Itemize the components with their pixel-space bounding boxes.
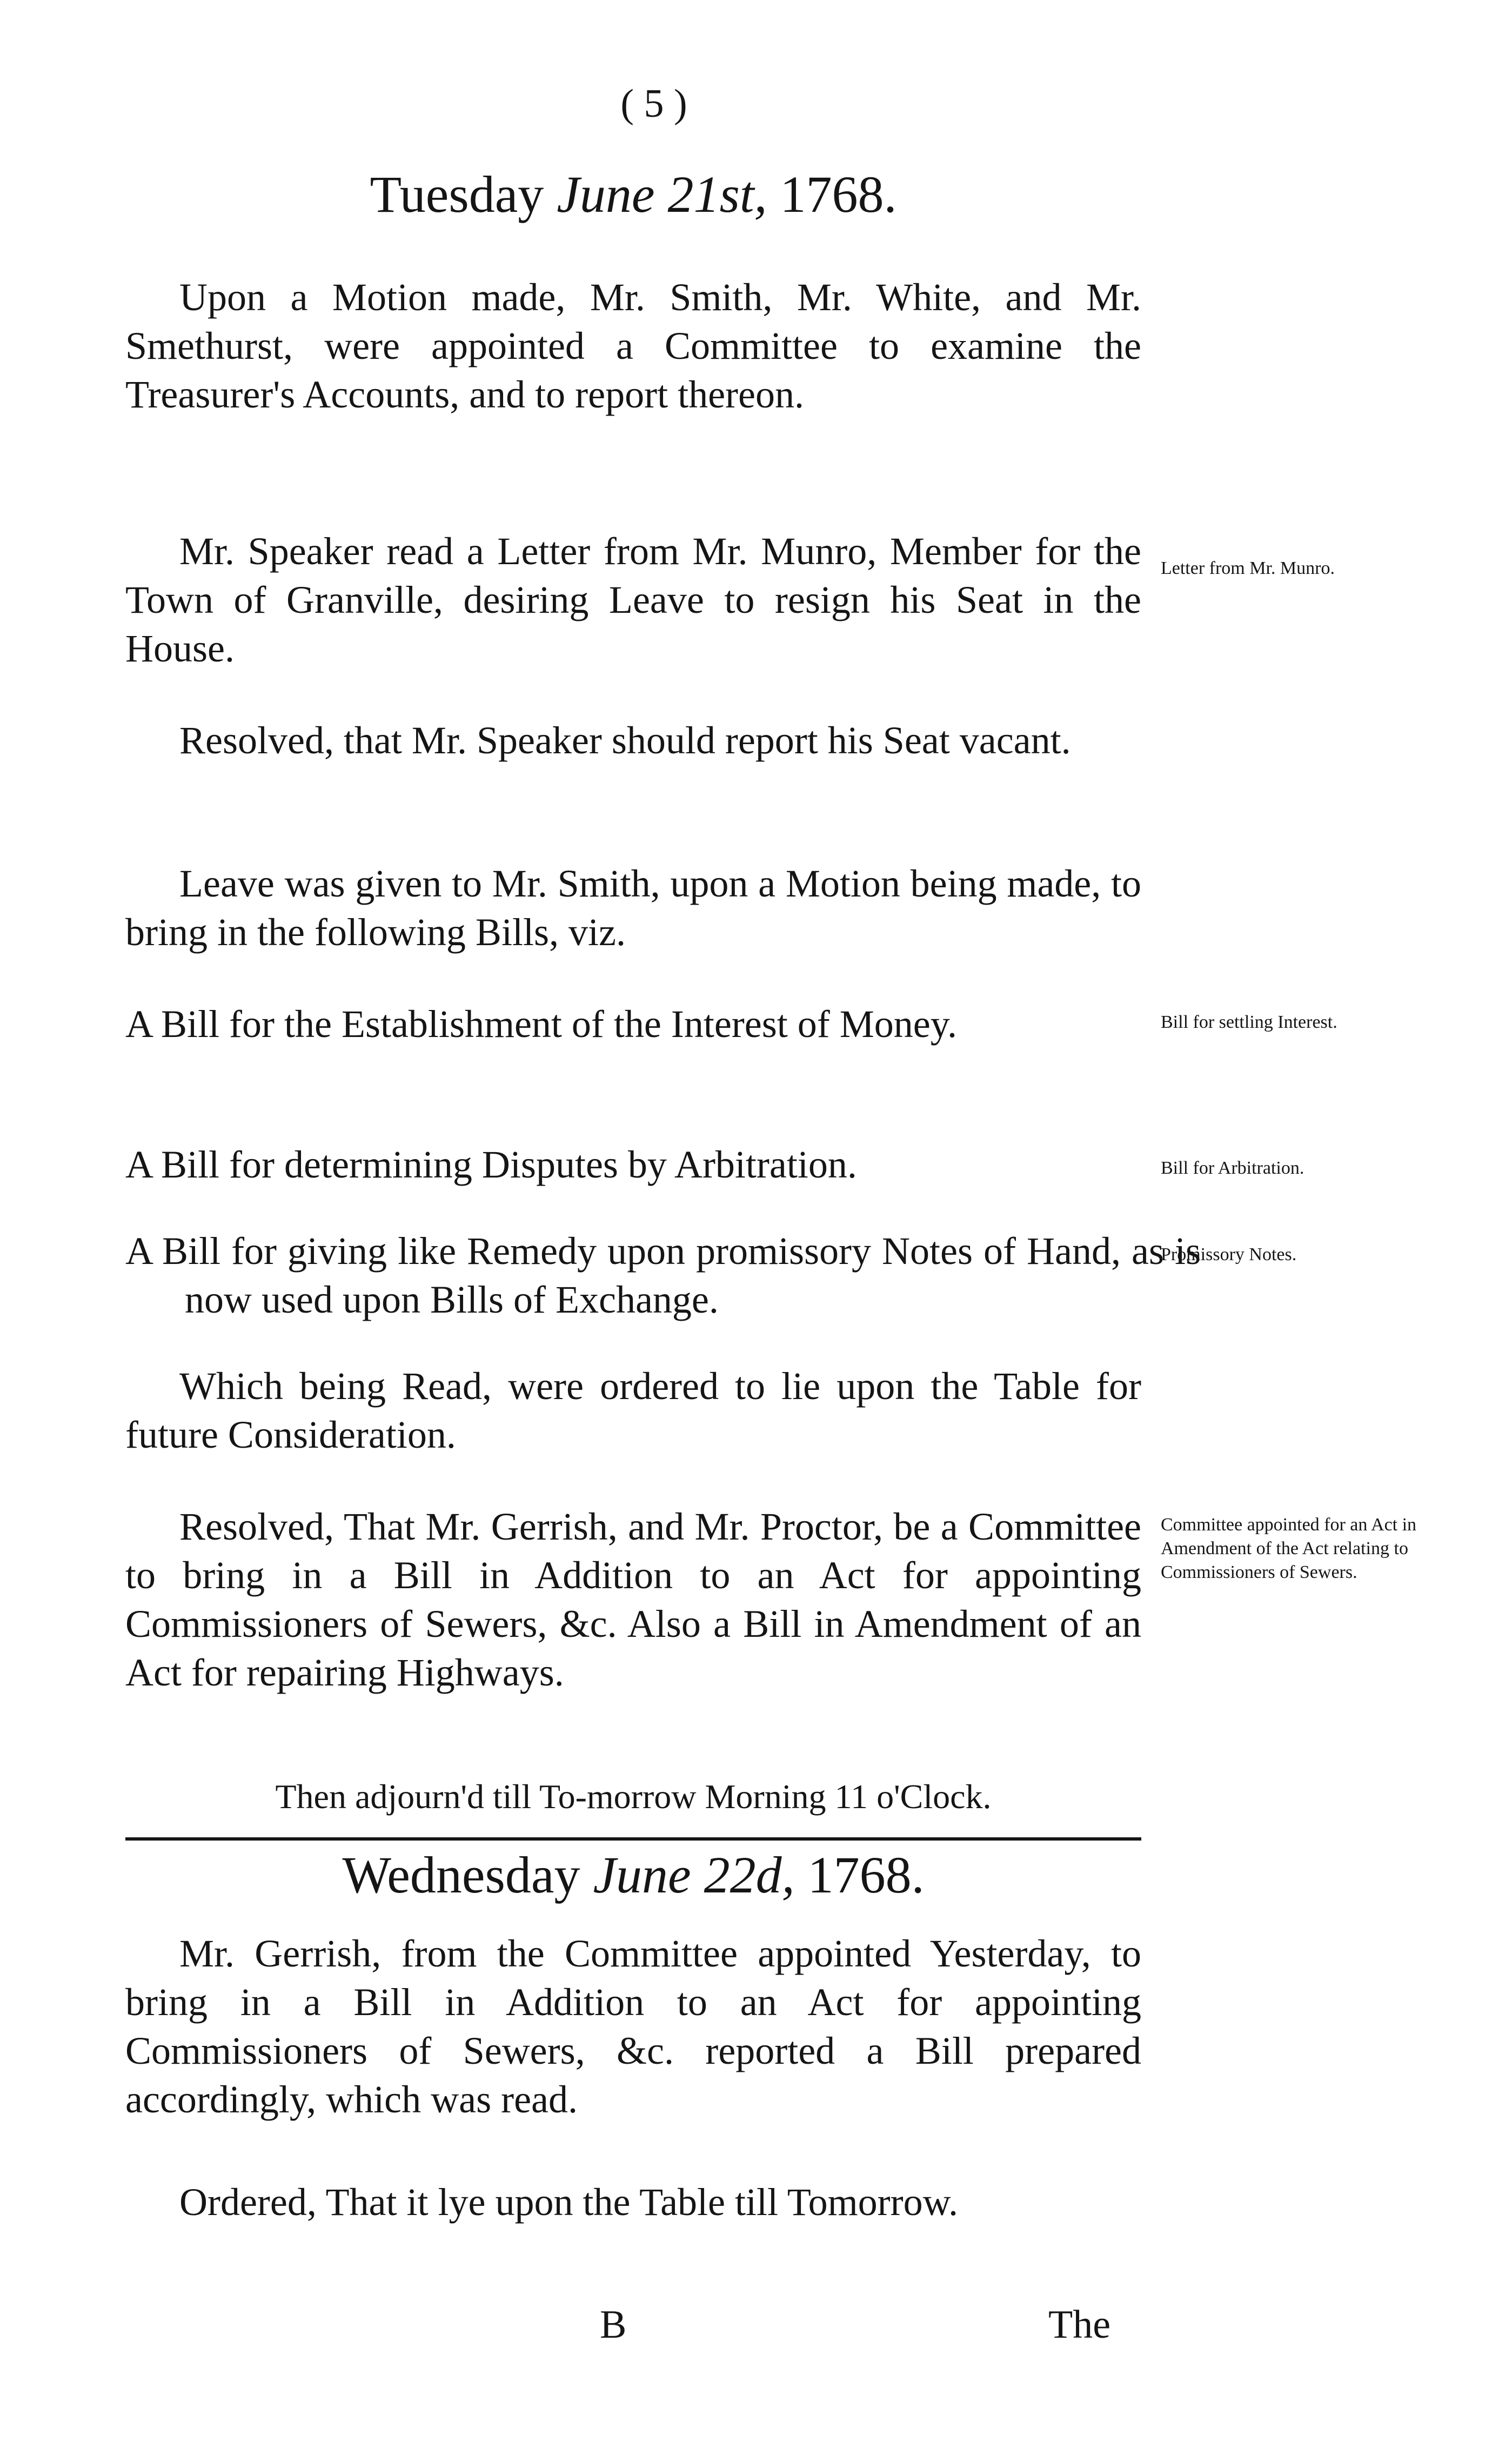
bill-interest: A Bill for the Establishment of the Interest of Money.: [125, 1002, 958, 1046]
paragraph-leave-bills: Leave was given to Mr. Smith, upon a Motion being made, to bring in the following Bills, viz.: [125, 862, 1141, 954]
heading-day: Tuesday: [370, 165, 544, 223]
heading-year: 1768.: [807, 1846, 925, 1904]
section-divider: [125, 1837, 1141, 1841]
paragraph-resolved-committee: Resolved, That Mr. Gerrish, and Mr. Proctor, be a Committee to bring in a Bill in Addition to an Act for appointing Commissioners of Sewers, &c. Also a Bill in Amendment of an Act for repairing Highways.: [125, 1505, 1141, 1694]
section-heading-tuesday: [125, 162, 1141, 227]
paragraph-gerrish-report: Mr. Gerrish, from the Committee appointed Yesterday, to bring in a Bill in Addition to an Act for appointing Commissioners of Sewers, &c. reported a Bill prepared accordingly, which was read.: [125, 1932, 1141, 2121]
heading-day: Wednesday: [342, 1846, 580, 1904]
paragraph-committee-accounts: Upon a Motion made, Mr. Smith, Mr. White, and Mr. Smethurst, were appointed a Committee to examine the Treasurer's Accounts, and to report thereon.: [125, 276, 1141, 416]
paragraph-letter-munro: Mr. Speaker read a Letter from Mr. Munro, Member for the Town of Granville, desiring Leave to resign his Seat in the House.: [125, 530, 1141, 670]
heading-date: June 22d,: [593, 1846, 795, 1904]
heading-date: June 21st,: [557, 165, 767, 223]
margin-note-interest: Bill for settling Interest.: [1161, 1012, 1337, 1032]
bill-promissory-notes: A Bill for giving like Remedy upon promissory Notes of Hand, as is now used upon Bills of Exchange.: [125, 1229, 1201, 1321]
margin-note-sewers: Committee appointed for an Act in Amendment of the Act relating to Commissioners of Sewers.: [1161, 1515, 1417, 1582]
paragraph-resolved-seat: Resolved, that Mr. Speaker should report his Seat vacant.: [179, 719, 1071, 762]
margin-note-promissory: Promissory Notes.: [1161, 1245, 1297, 1265]
signature-mark: B: [600, 2303, 627, 2347]
margin-note-arbitration: Bill for Arbitration.: [1161, 1158, 1304, 1178]
catchword: The: [1048, 2303, 1111, 2347]
adjournment-line: Then adjourn'd till To-morrow Morning 11 o'Clock.: [275, 1777, 992, 1816]
heading-year: 1768.: [780, 165, 897, 223]
section-heading-wednesday: [125, 1843, 1141, 1908]
paragraph-ordered-table: Ordered, That it lye upon the Table till Tomorrow.: [179, 2180, 958, 2224]
bill-arbitration: A Bill for determining Disputes by Arbitration.: [125, 1143, 857, 1186]
margin-note-letter: Letter from Mr. Munro.: [1161, 558, 1335, 578]
page-number: ( 5 ): [620, 82, 687, 126]
paragraph-ordered-lie: Which being Read, were ordered to lie upon the Table for future Consideration.: [125, 1364, 1141, 1456]
